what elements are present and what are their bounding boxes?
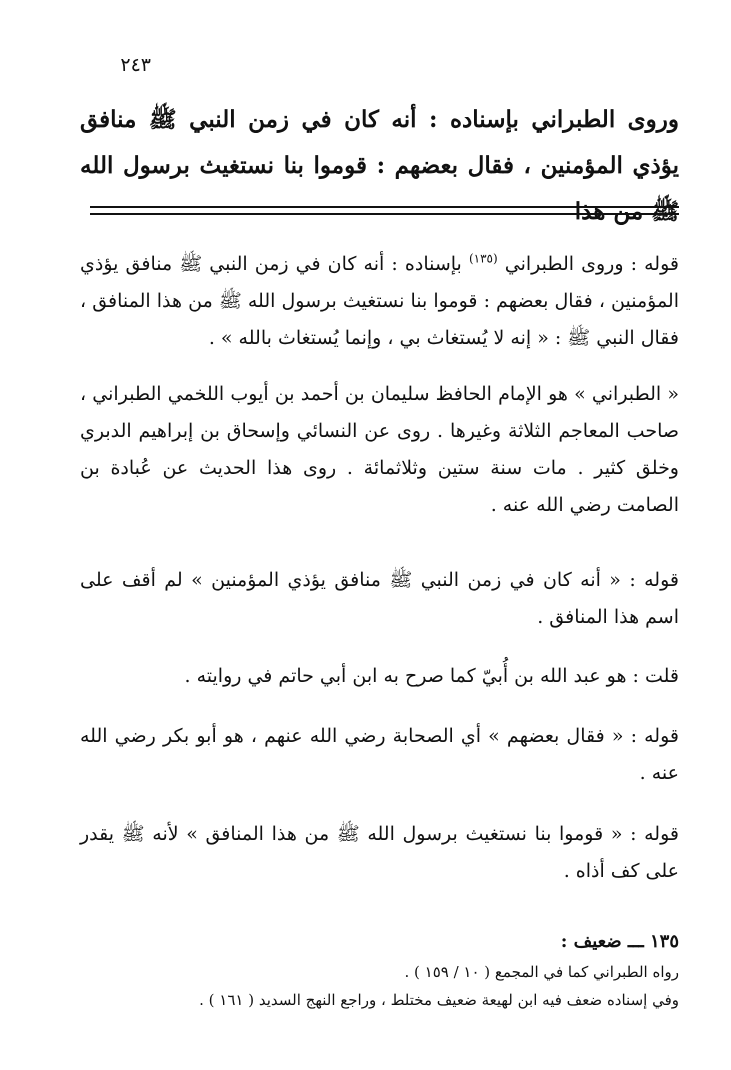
commentary-paragraph-2: « الطبراني » هو الإمام الحافظ سليمان بن أحمد بن أيوب اللخمي الطبراني ، صاحب المعاجم الثلاثة وغيرها . روى عن النسائي وإسحاق بن إبراهيم الدبري وخلق كثير . مات سنة ستين وثلاثمائة . روى هذا الحديث عن عُبادة بن الصامت رضي الله عنه . (80, 383, 679, 516)
footnote-heading: ١٣٥ ـــ ضعيف : (560, 931, 679, 952)
main-text-excerpt: وروى الطبراني بإسناده : أنه كان في زمن النبي ﷺ منافق يؤذي المؤمنين ، فقال بعضهم : قوموا بنا نستغيث برسول الله ﷺ من هذا (80, 106, 679, 225)
commentary-p1-lead: قوله : وروى الطبراني (504, 253, 679, 275)
commentary-p1-rest: بإسناده : أنه كان في زمن النبي ﷺ منافق يؤذي المؤمنين ، فقال بعضهم : قوموا بنا نستغيث برسول الله ﷺ من هذا المنافق ، فقال النبي ﷺ : « إنه لا يُستغاث بي ، وإنما يُستغاث بالله » . (80, 253, 679, 349)
commentary-paragraph-4: قلت : هو عبد الله بن أُبيّ كما صرح به ابن أبي حاتم في روايته . (184, 665, 679, 687)
footnote-line-2: وفي إسناده ضعف فيه ابن لهيعة ضعيف مختلط ، وراجع النهج السديد ( ١٦١ ) . (199, 991, 679, 1009)
commentary-paragraph-6: قوله : « قوموا بنا نستغيث برسول الله ﷺ من هذا المنافق » لأنه ﷺ يقدر على كف أذاه . (80, 823, 679, 882)
footnote-line-1: رواه الطبراني كما في المجمع ( ١٠ / ١٥٩ ) . (404, 963, 679, 981)
commentary-paragraph-1 (80, 246, 679, 357)
commentary-paragraph-5: قوله : « فقال بعضهم » أي الصحابة رضي الله عنهم ، هو أبو بكر رضي الله عنه . (80, 725, 679, 784)
separator-rule-top (90, 206, 679, 208)
separator-rule-bottom (90, 213, 679, 215)
commentary-paragraph-3: قوله : « أنه كان في زمن النبي ﷺ منافق يؤذي المؤمنين » لم أقف على اسم هذا المنافق . (80, 569, 679, 628)
page-number: ٢٤٣ (120, 54, 151, 76)
footnote-reference: (١٣٥) (468, 251, 498, 266)
